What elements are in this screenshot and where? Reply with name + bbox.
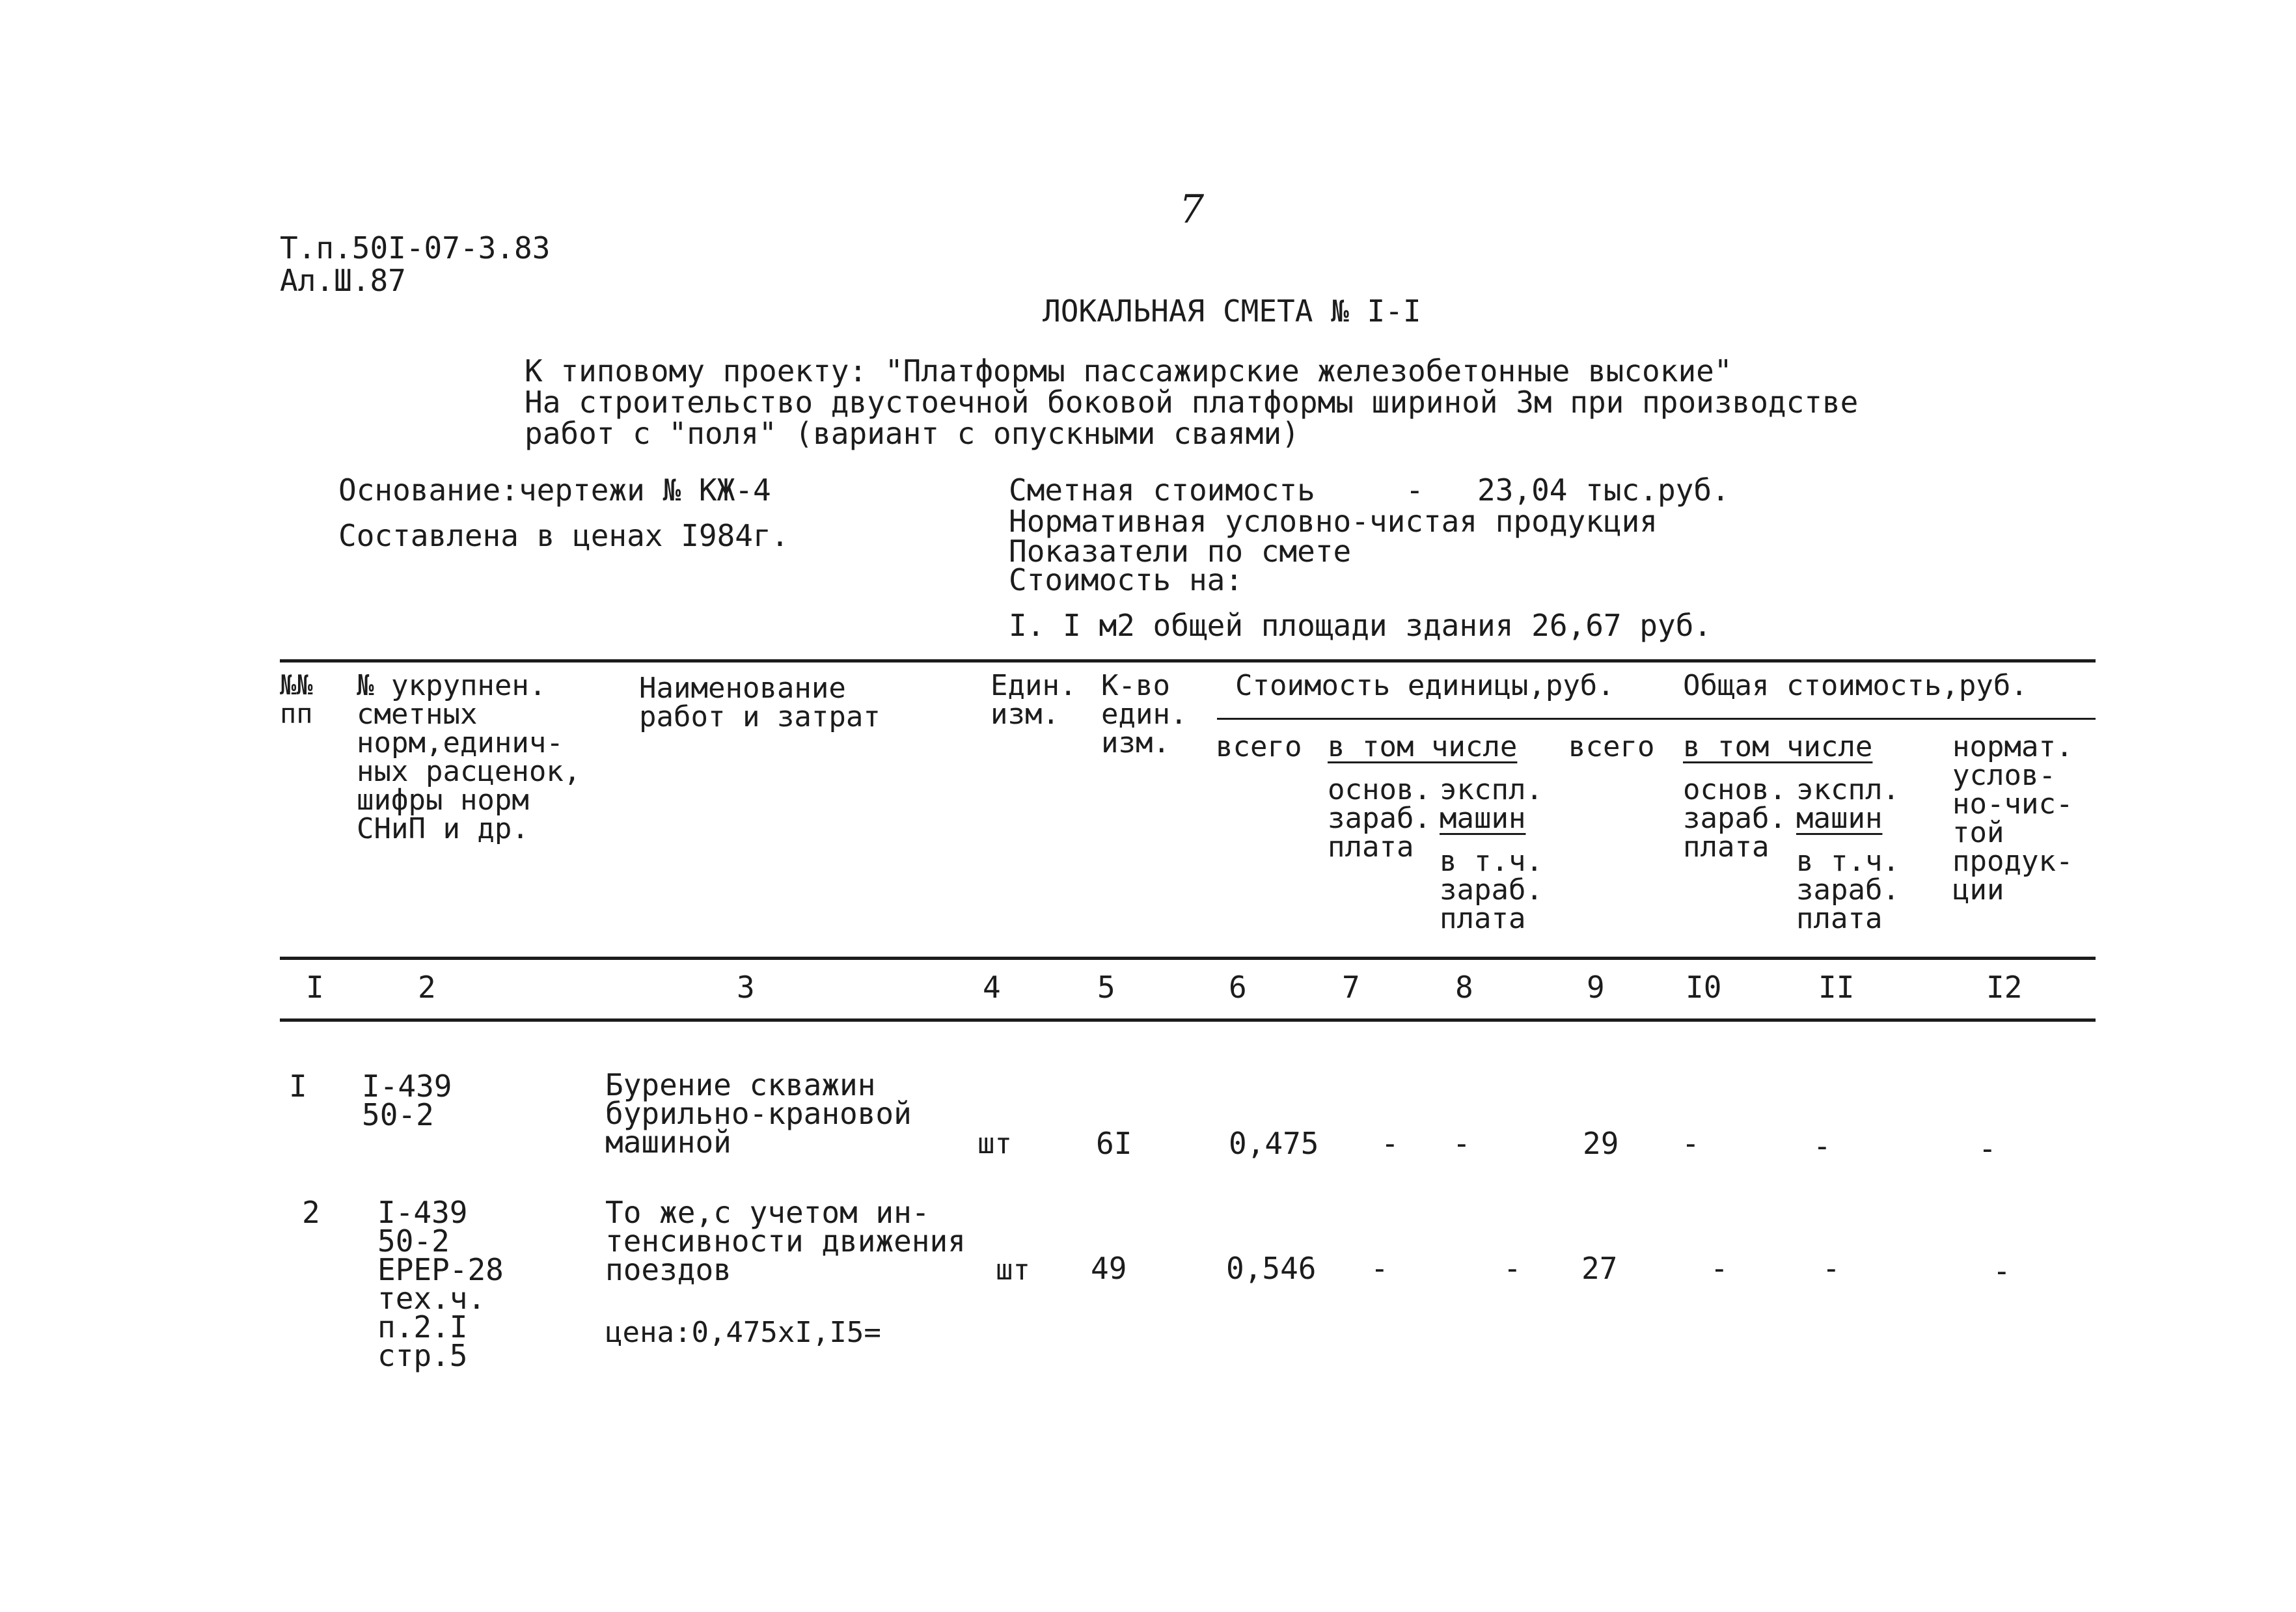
row2-name: То же,с учетом ин- тенсивности движения поездов (605, 1195, 966, 1287)
col-num-2: 2 (418, 970, 436, 1005)
project-line-3: работ с "поля" (вариант с опускными сваями) (525, 416, 1300, 451)
doc-ref-line-1: Т.п.50I-07-3.83 (280, 230, 551, 266)
row2-total: 27 (1581, 1251, 1618, 1286)
cost-group-rule (1217, 718, 2096, 720)
row2-unit-machine: - (1503, 1251, 1522, 1286)
col-num-11: II (1818, 970, 1855, 1005)
header-total-base-wage: основ. зараб. плата (1683, 773, 1786, 864)
basis-text: Основание:чертежи № КЖ-4 (338, 472, 771, 508)
project-line-1: К типовому проекту: "Платформы пассажирские железобетонные высокие" (525, 353, 1732, 389)
row2-normative: - (1993, 1253, 2011, 1289)
header-col-name: Наименование работ и затрат (639, 672, 881, 733)
project-line-2: На строительство двустоечной боковой платформы шириной 3м при производстве (525, 385, 1859, 420)
doc-ref-line-2: Ал.Ш.87 (280, 263, 406, 298)
header-total-cost-group: Общая стоимость,руб. (1683, 669, 2028, 702)
header-col-qty: К-во един. изм. (1101, 669, 1188, 759)
row2-code: I-439 50-2 ЕРЕР-28 тех.ч. п.2.I стр.5 (377, 1195, 504, 1373)
row2-unit-total: 0,546 (1226, 1251, 1317, 1286)
table-top-rule (280, 659, 2096, 663)
row1-total: 29 (1583, 1126, 1619, 1161)
col-num-12: I2 (1986, 970, 2023, 1005)
row1-qty: 6I (1096, 1126, 1132, 1161)
header-total-incl-wage: в т.ч. зараб. плата (1796, 845, 1900, 935)
row1-unit: шт (977, 1127, 1012, 1160)
row2-total-wage: - (1710, 1251, 1729, 1286)
row1-unit-total: 0,475 (1229, 1126, 1319, 1161)
col-num-7: 7 (1342, 970, 1360, 1005)
col-num-1: I (306, 970, 324, 1005)
header-normative: нормат. услов- но-чис- той продук- ции (1952, 730, 2073, 907)
row2-price-note: цена:0,475xI,I5= (605, 1316, 881, 1349)
row1-unit-machine: - (1453, 1126, 1471, 1161)
col-num-4: 4 (983, 970, 1001, 1005)
col-num-5: 5 (1097, 970, 1115, 1005)
header-unit-including: в том числе (1328, 730, 1518, 763)
column-numbers-rule (280, 1018, 2096, 1022)
normative-line: Нормативная условно-чистая продукция (1009, 504, 1658, 539)
row1-code: I-439 50-2 (362, 1069, 452, 1132)
header-total-machine: экспл. машин (1796, 773, 1900, 835)
header-unit-incl-wage: в т.ч. зараб. плата (1440, 845, 1543, 935)
prices-text: Составлена в ценах I984г. (338, 518, 789, 553)
estimated-cost-value: 23,04 тыс.руб. (1477, 472, 1730, 508)
header-total-total: всего (1568, 730, 1655, 763)
cost-on-line: Стоимость на: (1009, 562, 1244, 597)
row1-normative: - (1978, 1131, 1997, 1166)
header-col-unit: Един. изм. (991, 669, 1077, 731)
header-col-number: №№ пп (280, 669, 313, 730)
col-num-8: 8 (1455, 970, 1473, 1005)
header-unit-total: всего (1216, 730, 1302, 763)
col-num-10: I0 (1686, 970, 1722, 1005)
header-col-code: № укрупнен. сметных норм,единич- ных расценок, шифры норм СНиП и др. (357, 669, 581, 845)
col-num-3: 3 (737, 970, 755, 1005)
header-unit-machine: экспл. машин (1440, 773, 1543, 835)
row1-total-machine: - (1813, 1128, 1831, 1164)
row2-unit: шт (996, 1253, 1030, 1287)
per-m2-line: I. I м2 общей площади здания 26,67 руб. (1009, 608, 1712, 643)
row2-total-machine: - (1822, 1251, 1840, 1286)
row1-unit-wage: - (1381, 1126, 1399, 1161)
estimate-title: ЛОКАЛЬНАЯ СМЕТА № I-I (1043, 294, 1421, 329)
row2-number: 2 (302, 1195, 320, 1230)
row2-unit-wage: - (1371, 1251, 1389, 1286)
header-unit-cost-group: Стоимость единицы,руб. (1235, 669, 1615, 702)
header-total-including: в том числе (1683, 730, 1873, 763)
row1-total-wage: - (1682, 1126, 1700, 1161)
row1-number: I (289, 1069, 307, 1104)
estimated-cost-dash: - (1406, 472, 1424, 508)
estimated-cost-label: Сметная стоимость (1009, 472, 1315, 508)
page-number: 7 (1179, 187, 1205, 232)
indicators-line: Показатели по смете (1009, 534, 1352, 569)
header-bottom-rule (280, 957, 2096, 960)
header-unit-base-wage: основ. зараб. плата (1328, 773, 1431, 864)
row1-name: Бурение скважин бурильно-крановой машиной (605, 1067, 912, 1160)
row2-qty: 49 (1091, 1251, 1127, 1286)
col-num-9: 9 (1587, 970, 1605, 1005)
col-num-6: 6 (1229, 970, 1247, 1005)
